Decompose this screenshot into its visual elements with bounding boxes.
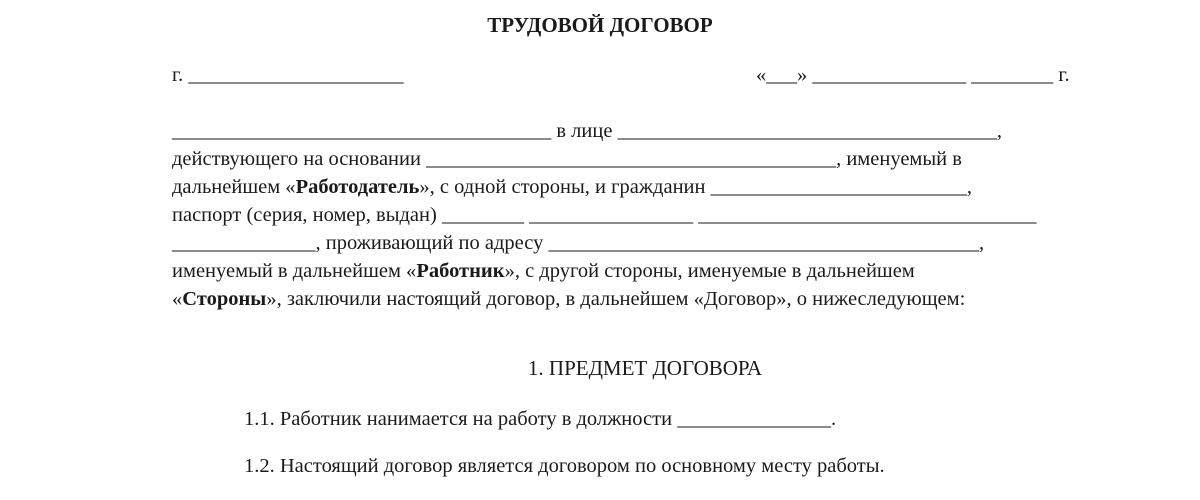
position-blank: _______________ (677, 408, 831, 430)
address-blank: __________________________________________, (548, 232, 985, 254)
section-1-heading: 1. ПРЕДМЕТ ДОГОВОРА (527, 356, 763, 380)
city-prefix: г. (172, 64, 189, 86)
date-year-blank: ________ (971, 64, 1054, 86)
date-month-blank: _______________ (812, 64, 967, 86)
passport-issued-blank: _________________________________ (693, 204, 1037, 226)
representative-blank: _____________________________________, (617, 120, 1002, 142)
employer-name-blank: _____________________________________ (172, 120, 552, 142)
employee-term: Работник (416, 260, 505, 282)
employer-term: Работодатель (295, 176, 420, 198)
preamble-line-2: действующего на основании ________________________________________, именуемый в (172, 148, 962, 170)
passport-extra-blank: ______________ (172, 232, 316, 254)
preamble-line-5: ______________, проживающий по адресу __________________________________________, (172, 232, 985, 254)
citizen-name-blank: _________________________, (710, 176, 972, 198)
preamble-line-7: «Стороны», заключили настоящий договор, в дальнейшем «Договор», о нижеследующем: (172, 288, 966, 310)
document-title: ТРУДОВОЙ ДОГОВОР (487, 13, 713, 37)
parties-term: Стороны (182, 288, 267, 310)
preamble-line-3: дальнейшем «Работодатель», с одной стороны, и гражданин _________________________, (172, 176, 972, 198)
passport-series-blank: ________ (441, 204, 524, 226)
date-close-quote: » (797, 64, 808, 86)
clause-1-1: 1.1. Работник нанимается на работу в должности _______________. (244, 408, 837, 430)
date-open-quote: « (756, 64, 767, 86)
date-day-blank: ___ (766, 64, 797, 86)
date-line (756, 62, 1070, 88)
basis-blank: ________________________________________ (426, 148, 837, 170)
year-suffix: г. (1053, 64, 1070, 86)
passport-number-blank: ________________ (523, 204, 694, 226)
city-blank: _____________________ (188, 64, 404, 86)
preamble-line-6: именуемый в дальнейшем «Работник», с другой стороны, именуемые в дальнейшем (172, 260, 915, 282)
preamble-line-4: паспорт (серия, номер, выдан) ________ ________________ _________________________________ (172, 204, 1037, 226)
city-line (172, 62, 404, 88)
preamble-line-1: _____________________________________ в лице _____________________________________, (172, 120, 1002, 142)
clause-1-2: 1.2. Настоящий договор является договором по основному месту работы. (244, 455, 885, 477)
